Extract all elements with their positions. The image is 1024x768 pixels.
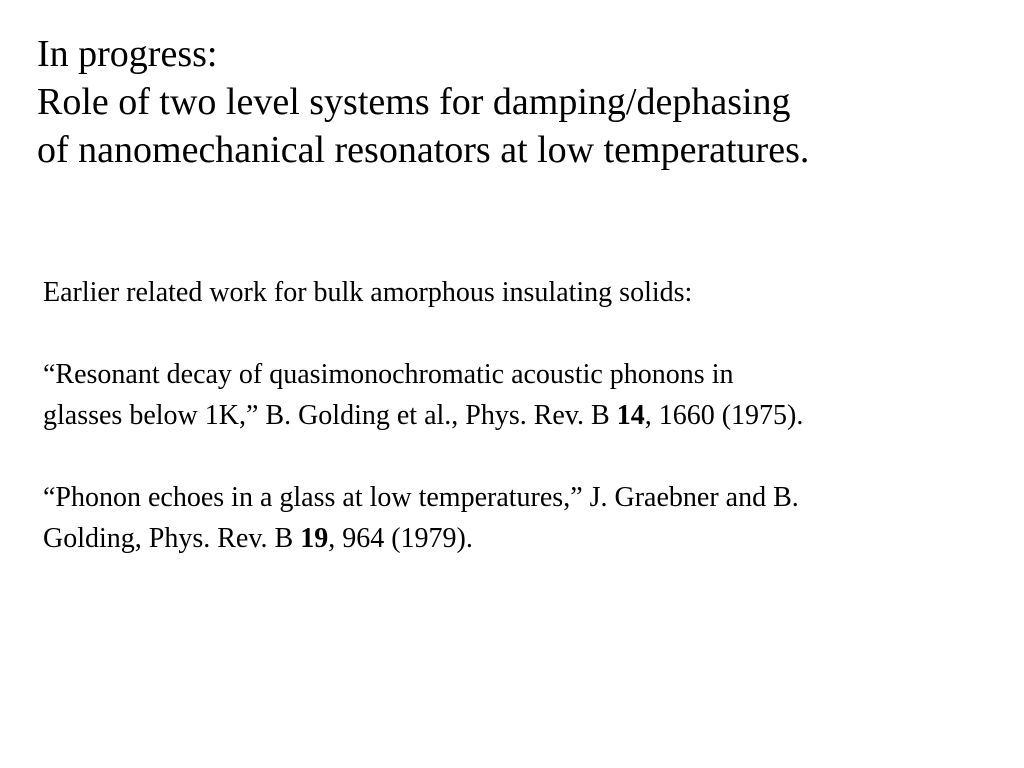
- slide-body: [43, 272, 1018, 559]
- title-line-2: Role of two level systems for damping/dephasing: [37, 81, 791, 123]
- reference-2-line-1: “Phonon echoes in a glass at low temperatures,” J. Graebner and B.: [43, 482, 799, 513]
- slide-title: [37, 30, 1012, 174]
- reference-2-citation-post: , 964 (1979).: [328, 523, 473, 554]
- reference-1-citation-pre: glasses below 1K,” B. Golding et al., Phys. Rev. B: [43, 400, 617, 431]
- reference-2: [43, 477, 1018, 559]
- reference-1-citation-post: , 1660 (1975).: [644, 400, 804, 431]
- title-line-1: In progress:: [37, 33, 218, 75]
- reference-2-volume: 19: [300, 523, 329, 554]
- reference-1-line-2: [43, 395, 1018, 436]
- reference-2-line-2: [43, 518, 1018, 559]
- reference-1-volume: 14: [616, 400, 645, 431]
- reference-1: [43, 354, 1018, 436]
- reference-2-citation-pre: Golding, Phys. Rev. B: [43, 523, 301, 554]
- title-line-3: of nanomechanical resonators at low temperatures.: [37, 129, 810, 171]
- reference-1-line-1: “Resonant decay of quasimonochromatic acoustic phonons in: [43, 359, 734, 390]
- intro-text: Earlier related work for bulk amorphous insulating solids:: [43, 277, 693, 308]
- spacer: [43, 313, 1018, 354]
- spacer: [43, 436, 1018, 477]
